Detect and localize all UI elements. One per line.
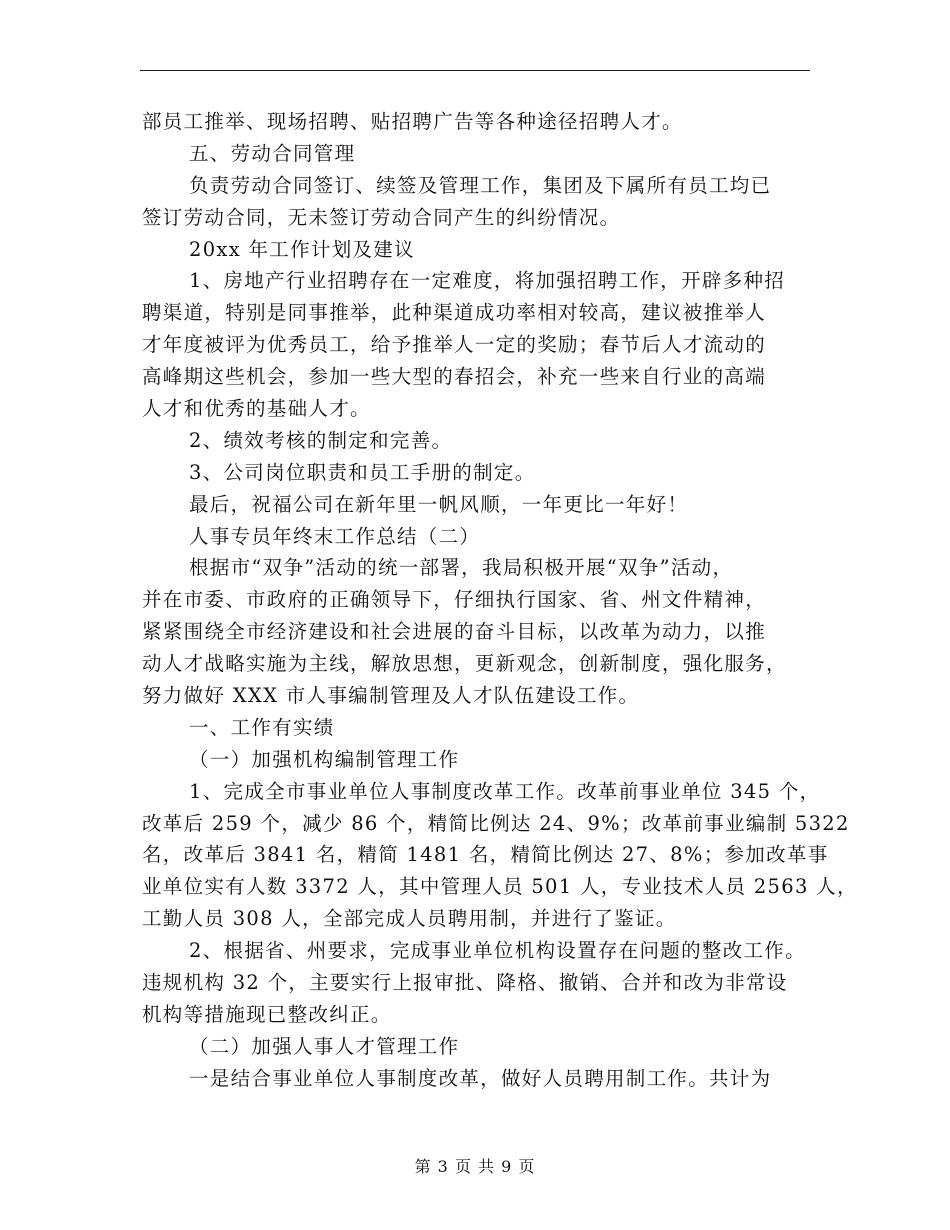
text-line: 努力做好 XXX 市人事编制管理及人才队伍建设工作。 xyxy=(142,684,640,708)
text-line: 改革后 259 个，减少 86 个，精简比例达 24、9%；改革前事业编制 5322 xyxy=(142,811,850,835)
text-line: 名，改革后 3841 名，精简 1481 名，精简比例达 27、8%；参加改革事 xyxy=(142,843,829,867)
text-line: 负责劳动合同签订、续签及管理工作，集团及下属所有员工均已 xyxy=(189,173,772,197)
text-line: 紧紧围绕全市经济建设和社会进展的奋斗目标，以改革为动力，以推 xyxy=(142,620,767,644)
text-line: 最后，祝福公司在新年里一帆风顺，一年更比一年好！ xyxy=(189,492,689,516)
text-line: 20xx 年工作计划及建议 xyxy=(189,237,415,261)
text-line: 1、完成全市事业单位人事制度改革工作。改革前事业单位 345 个， xyxy=(189,779,821,803)
text-line: 业单位实有人数 3372 人，其中管理人员 501 人，专业技术人员 2563 人， xyxy=(142,875,858,899)
text-line: 一是结合事业单位人事制度改革，做好人员聘用制工作。共计为 xyxy=(189,1066,772,1090)
text-line: 3、公司岗位职责和员工手册的制定。 xyxy=(189,460,536,484)
text-line: 高峰期这些机会，参加一些大型的春招会，补充一些来自行业的高端 xyxy=(142,365,767,389)
text-line: 人事专员年终末工作总结（二） xyxy=(189,524,481,548)
text-line: （二）加强人事人才管理工作 xyxy=(189,1034,460,1058)
text-line: 人才和优秀的基础人才。 xyxy=(142,397,371,421)
text-line: 聘渠道，特别是同事推举，此种渠道成功率相对较高，建议被推举人 xyxy=(142,301,767,325)
text-line: 一、工作有实绩 xyxy=(189,715,335,739)
text-line: 工勤人员 308 人，全部完成人员聘用制，并进行了鉴证。 xyxy=(142,907,677,931)
text-line: 机构等措施现已整改纠正。 xyxy=(142,1002,392,1026)
text-line: 签订劳动合同，无未签订劳动合同产生的纠纷情况。 xyxy=(142,205,621,229)
text-line: 1、房地产行业招聘存在一定难度，将加强招聘工作，开辟多种招 xyxy=(189,269,786,293)
text-line: 违规机构 32 个，主要实行上报审批、降格、撤销、合并和改为非常设 xyxy=(142,971,788,995)
header-rule xyxy=(140,70,810,71)
text-line: 2、根据省、州要求，完成事业单位机构设置存在问题的整改工作。 xyxy=(189,939,806,963)
text-line: 部员工推举、现场招聘、贴招聘广告等各种途径招聘人才。 xyxy=(142,110,683,133)
document-body xyxy=(142,106,858,1095)
text-line: 动人才战略实施为主线，解放思想，更新观念，创新制度，强化服务， xyxy=(142,652,787,676)
text-line: 根据市“双争”活动的统一部署，我局积极开展“双争”活动， xyxy=(189,556,734,580)
text-line: 并在市委、市政府的正确领导下，仔细执行国家、省、州文件精神， xyxy=(142,588,767,612)
page-number: 第 3 页 共 9 页 xyxy=(414,1157,536,1176)
text-line: 才年度被评为优秀员工，给予推举人一定的奖励；春节后人才流动的 xyxy=(142,333,767,357)
text-line: （一）加强机构编制管理工作 xyxy=(189,747,460,771)
text-line: 2、绩效考核的制定和完善。 xyxy=(189,428,453,452)
text-line: 五、劳动合同管理 xyxy=(189,141,356,165)
